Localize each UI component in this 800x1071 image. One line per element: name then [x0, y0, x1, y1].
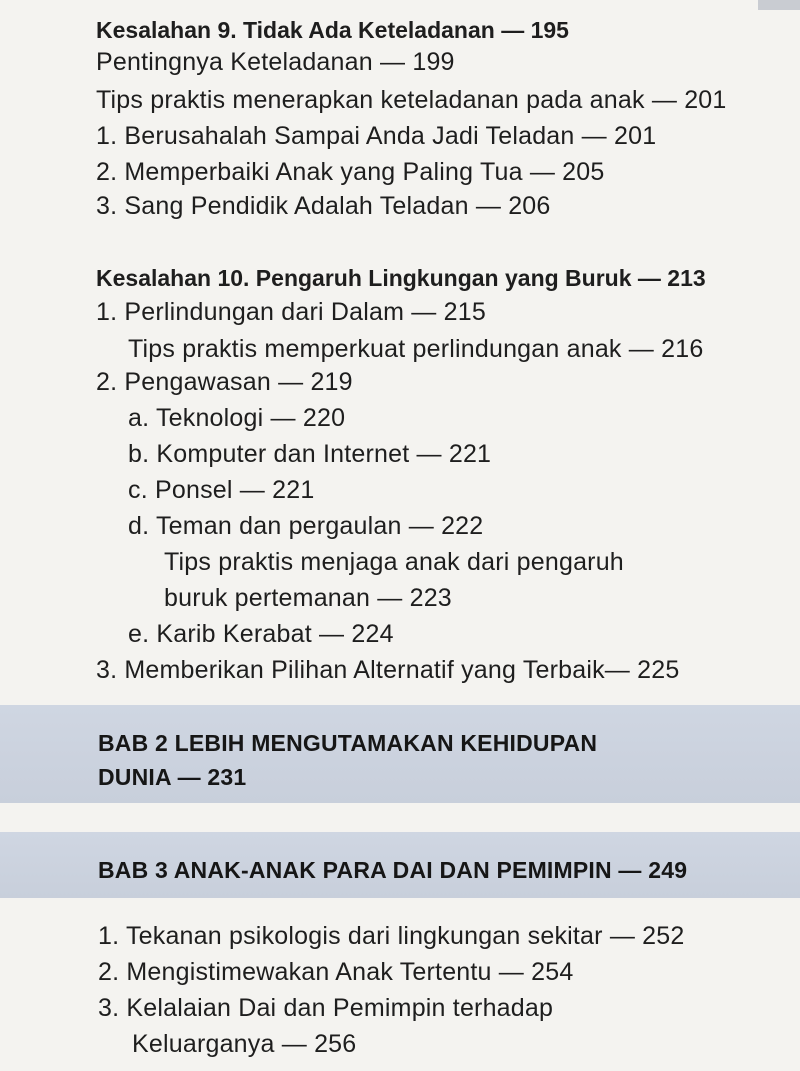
toc-entry: 1. Berusahalah Sampai Anda Jadi Teladan — 201 — [96, 122, 657, 150]
section10-heading: Kesalahan 10. Pengaruh Lingkungan yang Buruk — 213 — [96, 265, 706, 291]
toc-entry: 2. Memperbaiki Anak yang Paling Tua — 205 — [96, 158, 605, 186]
toc-entry: 3. Sang Pendidik Adalah Teladan — 206 — [96, 192, 551, 220]
toc-entry: Tips praktis menerapkan keteladanan pada anak — 201 — [96, 86, 727, 114]
bab2-band — [0, 705, 800, 803]
bab2-heading-line2: DUNIA — 231 — [98, 764, 247, 790]
toc-entry: Tips praktis menjaga anak dari pengaruh — [164, 548, 624, 576]
toc-entry: 2. Mengistimewakan Anak Tertentu — 254 — [98, 958, 574, 986]
toc-entry: Keluarganya — 256 — [132, 1030, 357, 1058]
toc-entry: Pentingnya Keteladanan — 199 — [96, 48, 455, 76]
section9-heading: Kesalahan 9. Tidak Ada Keteladanan — 195 — [96, 17, 569, 43]
toc-entry: c. Ponsel — 221 — [128, 476, 315, 504]
toc-entry: 1. Tekanan psikologis dari lingkungan sekitar — 252 — [98, 922, 685, 950]
toc-entry: Tips praktis memperkuat perlindungan anak — 216 — [128, 335, 704, 363]
toc-entry: buruk pertemanan — 223 — [164, 584, 452, 612]
bab2-heading-line1: BAB 2 LEBIH MENGUTAMAKAN KEHIDUPAN — [98, 730, 598, 756]
toc-entry: 3. Memberikan Pilihan Alternatif yang Terbaik— 225 — [96, 656, 680, 684]
bab3-heading: BAB 3 ANAK-ANAK PARA DAI DAN PEMIMPIN — 249 — [98, 857, 688, 883]
page-corner — [758, 0, 800, 10]
toc-entry: e. Karib Kerabat — 224 — [128, 620, 394, 648]
toc-entry: 2. Pengawasan — 219 — [96, 368, 353, 396]
toc-entry: b. Komputer dan Internet — 221 — [128, 440, 492, 468]
toc-entry: a. Teknologi — 220 — [128, 404, 346, 432]
toc-entry: 1. Perlindungan dari Dalam — 215 — [96, 298, 486, 326]
toc-entry: 3. Kelalaian Dai dan Pemimpin terhadap — [98, 994, 554, 1022]
toc-entry: d. Teman dan pergaulan — 222 — [128, 512, 484, 540]
bab3-band — [0, 832, 800, 898]
